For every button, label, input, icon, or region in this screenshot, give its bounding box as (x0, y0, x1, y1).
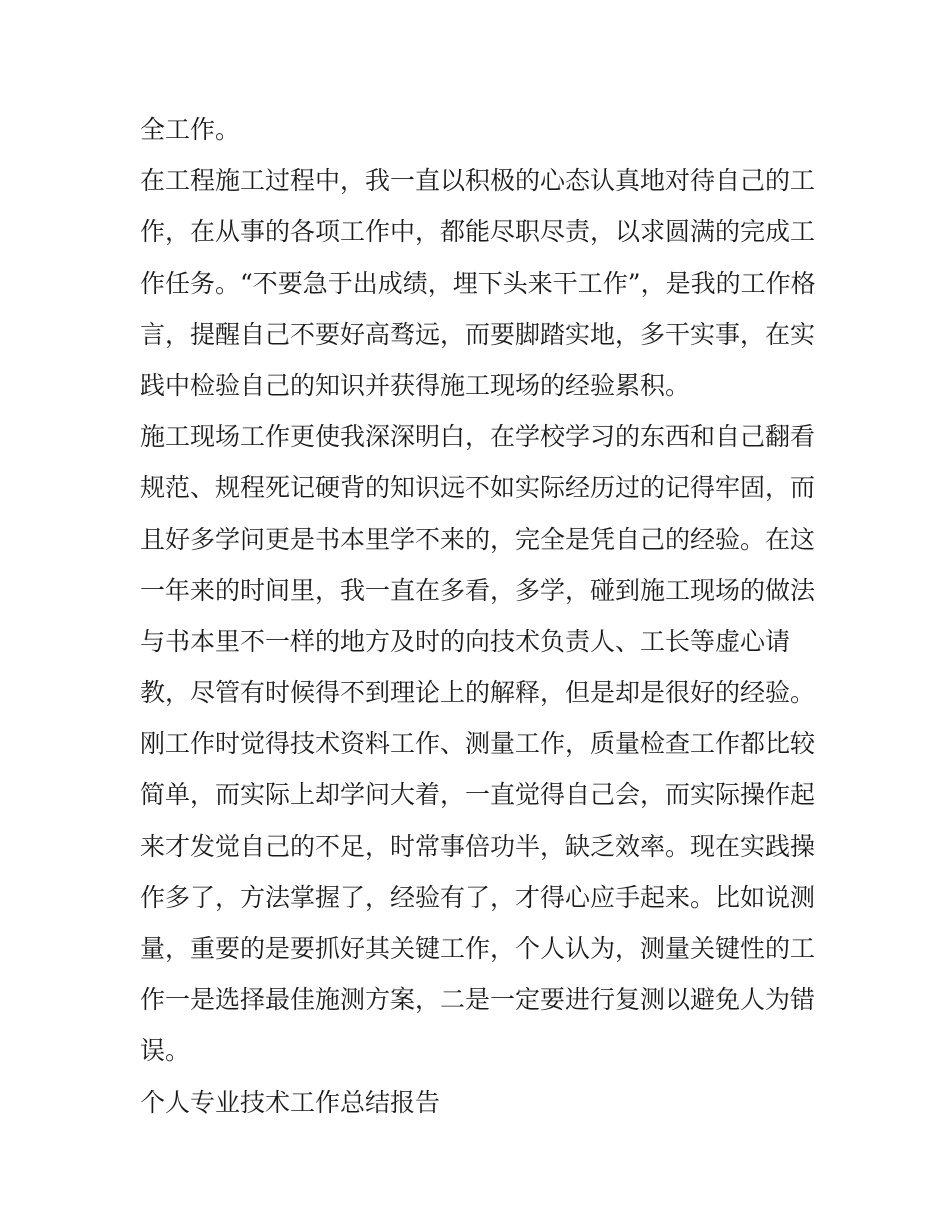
document-body (140, 104, 820, 1128)
text-line: 误。 (140, 1036, 191, 1066)
text-line: 来才发觉自己的不足，时常事倍功半，缺乏效率。现在实践操 (140, 831, 816, 861)
text-line: 刚工作时觉得技术资料工作、测量工作，质量检查工作都比较 (140, 729, 816, 759)
text-line: 作一是选择最佳施测方案，二是一定要进行复测以避免人为错 (140, 985, 816, 1015)
text-line: 作多了，方法掌握了，经验有了，才得心应手起来。比如说测 (140, 882, 816, 912)
text-line: 简单，而实际上却学问大着，一直觉得自己会，而实际操作起 (140, 780, 816, 810)
text-line: 教，尽管有时候得不到理论上的解释，但是却是很好的经验。 (140, 678, 816, 708)
text-line: 一年来的时间里，我一直在多看，多学，碰到施工现场的做法 (140, 575, 816, 605)
text-line: 施工现场工作更使我深深明白，在学校学习的东西和自己翻看 (140, 422, 816, 452)
text-line: 作，在从事的各项工作中，都能尽职尽责，以求圆满的完成工 (140, 217, 816, 247)
text-line: 践中检验自己的知识并获得施工现场的经验累积。 (140, 370, 691, 400)
text-line: 且好多学问更是书本里学不来的，完全是凭自己的经验。在这 (140, 524, 816, 554)
text-line: 量，重要的是要抓好其关键工作，个人认为，测量关键性的工 (140, 934, 816, 963)
text-line: 规范、规程死记硬背的知识远不如实际经历过的记得牢固，而 (140, 473, 816, 503)
section-heading: 个人专业技术工作总结报告 (140, 1087, 441, 1117)
text-line: 在工程施工过程中，我一直以积极的心态认真地对待自己的工 (140, 166, 816, 196)
text-line: 作任务。“不要急于出成绩，埋下头来干工作”，是我的工作格 (140, 268, 816, 298)
text-line: 全工作。 (140, 115, 241, 144)
text-line: 言，提醒自己不要好高骛远，而要脚踏实地，多干实事，在实 (140, 319, 816, 349)
text-line: 与书本里不一样的地方及时的向技术负责人、工长等虚心请 (140, 626, 791, 656)
